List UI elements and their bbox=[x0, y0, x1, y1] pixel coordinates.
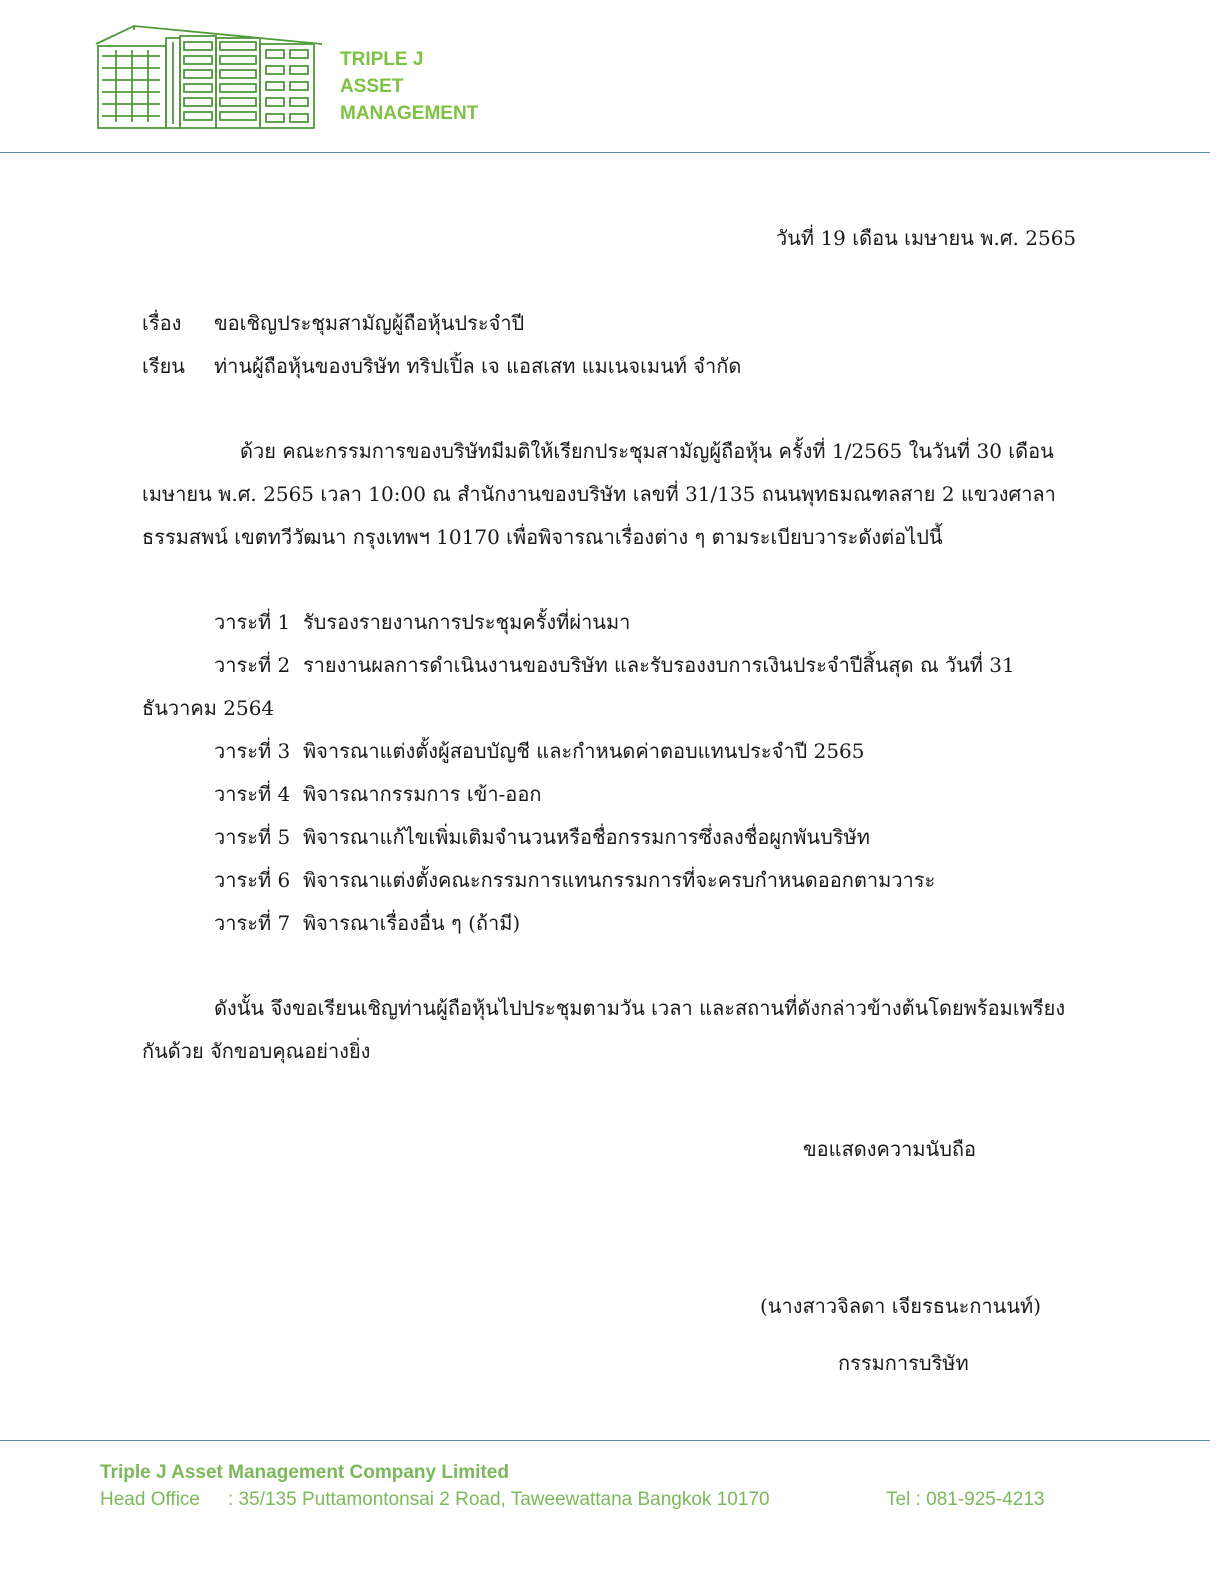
agenda-text: พิจารณาแต่งตั้งคณะกรรมการแทนกรรมการที่จะครบกำหนดออกตามวาระ bbox=[302, 868, 936, 892]
agenda-item bbox=[214, 606, 630, 638]
agenda-number: วาระที่ 5 bbox=[214, 825, 291, 849]
agenda-number: วาระที่ 6 bbox=[214, 868, 291, 892]
agenda-text: รายงานผลการดำเนินงานของบริษัท และรับรองงบการเงินประจำปีสิ้นสุด ณ วันที่ 31 bbox=[302, 653, 1015, 677]
brand-line-2: ASSET bbox=[340, 76, 404, 97]
intro-line-1: ด้วย คณะกรรมการของบริษัทมีมติให้เรียกประชุมสามัญผู้ถือหุ้น ครั้งที่ 1/2565 ในวันที่ 30 เดือน bbox=[240, 439, 1054, 463]
closing-line-2: กันด้วย จักขอบคุณอย่างยิ่ง bbox=[142, 1039, 371, 1063]
recipient-label: เรียน bbox=[142, 354, 185, 378]
closing-line-1: ดังนั้น จึงขอเรียนเชิญท่านผู้ถือหุ้นไปประชุมตามวัน เวลา และสถานที่ดังกล่าวข้างต้นโดยพร้อมเพรียง bbox=[214, 996, 1066, 1020]
subject-text: ขอเชิญประชุมสามัญผู้ถือหุ้นประจำปี bbox=[214, 311, 525, 335]
agenda-number: วาระที่ 1 bbox=[214, 610, 291, 634]
agenda-text: พิจารณาแต่งตั้งผู้สอบบัญชี และกำหนดค่าตอบแทนประจำปี 2565 bbox=[302, 739, 865, 763]
recipient-text: ท่านผู้ถือหุ้นของบริษัท ทริปเปิ้ล เจ แอสเสท แมเนจเมนท์ จำกัด bbox=[214, 354, 742, 378]
agenda-item bbox=[214, 649, 1015, 681]
agenda-number: วาระที่ 4 bbox=[214, 782, 291, 806]
brand-line-1: TRIPLE J bbox=[340, 49, 424, 70]
footer-tel: Tel : 081-925-4213 bbox=[886, 1489, 1045, 1510]
agenda-continuation: ธันวาคม 2564 bbox=[142, 696, 275, 720]
agenda-item bbox=[214, 864, 935, 896]
signoff: ขอแสดงความนับถือ bbox=[803, 1137, 977, 1161]
intro-line-2: เมษายน พ.ศ. 2565 เวลา 10:00 ณ สำนักงานของบริษัท เลขที่ 31/135 ถนนพุทธมณฑลสาย 2 แขวงศาลา bbox=[142, 482, 1056, 506]
footer-office-label: Head Office bbox=[100, 1489, 200, 1510]
agenda-number: วาระที่ 3 bbox=[214, 739, 291, 763]
subject-label: เรื่อง bbox=[142, 311, 182, 335]
agenda-text: รับรองรายงานการประชุมครั้งที่ผ่านมา bbox=[302, 610, 631, 634]
signatory-title: กรรมการบริษัท bbox=[838, 1351, 969, 1375]
building-icon bbox=[94, 22, 324, 132]
header-divider bbox=[0, 152, 1210, 153]
signatory-name: (นางสาวจิลดา เจียรธนะกานนท์) bbox=[760, 1294, 1041, 1318]
footer-company: Triple J Asset Management Company Limited bbox=[100, 1462, 509, 1483]
intro-line-3: ธรรมสพน์ เขตทวีวัฒนา กรุงเทพฯ 10170 เพื่อพิจารณาเรื่องต่าง ๆ ตามระเบียบวาระดังต่อไปนี้ bbox=[142, 525, 943, 549]
brand-name bbox=[340, 46, 478, 127]
agenda-text: พิจารณากรรมการ เข้า-ออก bbox=[302, 782, 542, 806]
date-line: วันที่ 19 เดือน เมษายน พ.ศ. 2565 bbox=[776, 226, 1077, 250]
footer-divider bbox=[0, 1440, 1210, 1441]
brand-line-3: MANAGEMENT bbox=[340, 103, 479, 124]
agenda-number: วาระที่ 7 bbox=[214, 911, 291, 935]
agenda-item bbox=[214, 735, 865, 767]
agenda-number: วาระที่ 2 bbox=[214, 653, 291, 677]
agenda-item bbox=[214, 821, 870, 853]
agenda-item bbox=[214, 778, 541, 810]
footer-address: : 35/135 Puttamontonsai 2 Road, Taweewattana Bangkok 10170 bbox=[228, 1489, 770, 1510]
agenda-text: พิจารณาเรื่องอื่น ๆ (ถ้ามี) bbox=[302, 911, 521, 935]
agenda-item bbox=[214, 907, 520, 939]
agenda-text: พิจารณาแก้ไขเพิ่มเติมจำนวนหรือชื่อกรรมการซึ่งลงชื่อผูกพันบริษัท bbox=[302, 825, 870, 849]
